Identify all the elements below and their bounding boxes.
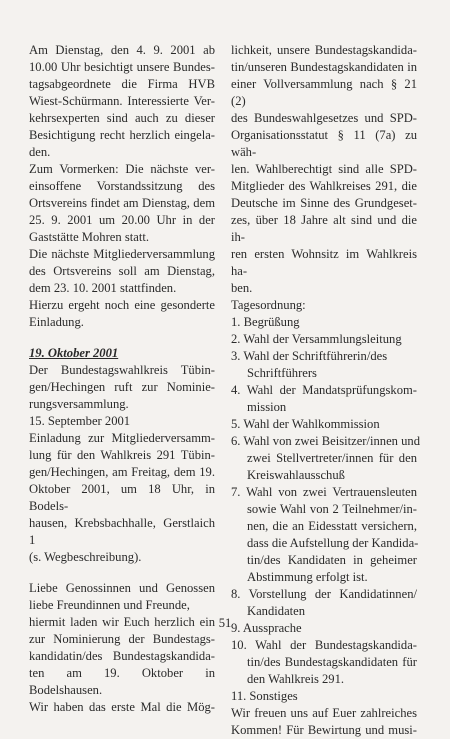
agenda-line: zwei Stellvertreter/innen für den xyxy=(247,451,417,465)
spacer xyxy=(29,566,215,580)
agenda-item xyxy=(231,416,417,433)
text-line: ten am 19. Oktober in Bodelshausen. xyxy=(29,666,215,697)
text-line: Gaststätte Mohren statt. xyxy=(29,230,149,244)
agenda-line: sowie Wahl von 2 Teilnehmer/in- xyxy=(247,502,417,516)
agenda-line: 4. Wahl der Mandatsprüfungskom- xyxy=(231,383,417,397)
text-line: Die nächste Mitgliederversammlung xyxy=(29,247,215,261)
text-line: einer Vollversammlung nach § 21 (2) xyxy=(231,77,417,108)
agenda-line: tin/des Kandidaten in geheimer xyxy=(247,553,417,567)
agenda-line: Kandidaten xyxy=(247,604,306,618)
agenda-line: 6. Wahl von zwei Beisitzer/innen und xyxy=(231,434,421,448)
agenda-item xyxy=(231,637,417,688)
text-line: (s. Wegbeschreibung). xyxy=(29,550,142,564)
text-line: lichkeit, unsere Bundestagskandida- xyxy=(231,43,417,57)
agenda-title: Tagesordnung: xyxy=(231,298,306,312)
text-line: hausen, Krebsbachhalle, Gerstlaich 1 xyxy=(29,516,215,547)
agenda-line: 10. Wahl der Bundestagskandida- xyxy=(231,638,417,652)
agenda-item xyxy=(231,348,417,382)
agenda-item xyxy=(231,331,417,348)
text-line: ren ersten Wohnsitz im Wahlkreis ha- xyxy=(231,247,417,278)
text-line: Wiest-Schürmann. Interessierte Ver- xyxy=(29,94,215,108)
spacer xyxy=(29,331,215,345)
agenda-item xyxy=(231,433,421,484)
text-line: gen/Hechingen, am Freitag, dem 19. xyxy=(29,465,215,479)
text-line: kandidatin/des Bundestagskandida- xyxy=(29,649,215,663)
agenda-line: Abstimmung erfolgt ist. xyxy=(247,570,368,584)
text-line: 15. September 2001 xyxy=(29,414,131,428)
agenda-line: 7. Wahl von zwei Vertrauensleuten xyxy=(231,485,417,499)
text-line: liebe Freundinnen und Freunde, xyxy=(29,598,190,612)
text-line: Deutsche im Sinne des Grundgeset- xyxy=(231,196,417,210)
text-line: Liebe Genossinnen und Genossen xyxy=(29,581,215,595)
text-line: lung für den Wahlkreis 291 Tübin- xyxy=(29,448,215,462)
text-line: rungsversammlung. xyxy=(29,397,129,411)
text-line: dem 23. 10. 2001 stattfinden. xyxy=(29,281,177,295)
agenda-item xyxy=(231,586,417,620)
text-line: einsoffene Vorstandssitzung des xyxy=(29,179,215,193)
agenda-line: mission xyxy=(247,400,287,414)
text-line: zur Nominierung der Bundestags- xyxy=(29,632,215,646)
agenda-item xyxy=(231,382,417,416)
text-line: hiermit laden wir Euch herzlich ein xyxy=(29,615,215,629)
text-line: Oktober 2001, um 18 Uhr, in Bodels- xyxy=(29,482,215,513)
text-line: Wir freuen uns auf Euer zahlreiches xyxy=(231,706,417,720)
left-paragraph-3 xyxy=(29,362,215,566)
agenda-line: nen, die an Eidesstatt versichern, xyxy=(247,519,417,533)
agenda-item xyxy=(231,688,417,705)
text-line: zes, über 18 Jahre alt sind und die ih- xyxy=(231,213,417,244)
agenda-line: den Wahlkreis 291. xyxy=(247,672,345,686)
agenda-list xyxy=(231,314,421,705)
text-line: Hierzu ergeht noch eine gesonderte xyxy=(29,298,215,312)
text-line: kehrsexperten sind auch zu dieser xyxy=(29,111,215,125)
text-line: gen/Hechingen ruft zur Nominie- xyxy=(29,380,215,394)
text-line: Kommen! Für Bewirtung und musi- xyxy=(231,723,417,737)
agenda-line: tin/des Bundestagskandidaten für xyxy=(247,655,417,669)
agenda-item xyxy=(231,484,417,586)
left-paragraph-2 xyxy=(29,161,215,331)
agenda-line: dass die Aufstellung der Kandida- xyxy=(247,536,419,550)
left-column xyxy=(29,42,215,716)
page-number: 51 xyxy=(218,616,232,630)
text-line: tin/unseren Bundestagskandidaten in xyxy=(231,60,417,74)
agenda-item xyxy=(231,314,417,331)
text-line: Besichtigung recht herzlich eingela- xyxy=(29,128,215,142)
text-line: des Ortsvereins soll am Dienstag, xyxy=(29,264,215,278)
text-line: den. xyxy=(29,145,51,159)
agenda-line: Kreiswahlausschuß xyxy=(247,468,345,482)
text-line: Ortsvereins findet am Dienstag, dem xyxy=(29,196,215,210)
text-line: Zum Vormerken: Die nächste ver- xyxy=(29,162,215,176)
text-line: Organisationsstatut § 11 (7a) zu wäh- xyxy=(231,128,417,159)
agenda-line: 5. Wahl der Wahlkommission xyxy=(231,417,380,431)
text-line: Der Bundestagswahlkreis Tübin- xyxy=(29,363,215,377)
right-paragraph-1 xyxy=(231,42,417,297)
right-closing xyxy=(231,705,417,739)
left-paragraph-4 xyxy=(29,580,215,716)
text-line: 25. 9. 2001 um 20.00 Uhr in der xyxy=(29,213,215,227)
text-line: tagsabgeordnete die Firma HVB xyxy=(29,77,215,91)
right-column xyxy=(231,42,421,739)
agenda-line: 3. Wahl der Schriftführerin/des xyxy=(231,349,388,363)
left-paragraph-1 xyxy=(29,42,215,161)
agenda-line: 11. Sonstiges xyxy=(231,689,298,703)
agenda-line: 8. Vorstellung der Kandidatinnen/ xyxy=(231,587,417,601)
agenda-line: 9. Aussprache xyxy=(231,621,302,635)
text-line: Am Dienstag, den 4. 9. 2001 ab xyxy=(29,43,215,57)
agenda-line: 2. Wahl der Versammlungsleitung xyxy=(231,332,402,346)
text-line: Wir haben das erste Mal die Mög- xyxy=(29,700,215,714)
text-line: des Bundeswahlgesetzes und SPD- xyxy=(231,111,417,125)
agenda-line: 1. Begrüßung xyxy=(231,315,300,329)
text-line: 10.00 Uhr besichtigt unsere Bundes- xyxy=(29,60,215,74)
text-line: Einladung. xyxy=(29,315,84,329)
text-line: len. Wahlberechtigt sind alle SPD- xyxy=(231,162,417,176)
text-line: Mitglieder des Wahlkreises 291, die xyxy=(231,179,417,193)
section-heading: 19. Oktober 2001 xyxy=(29,346,119,360)
text-line: Einladung zur Mitgliederversamm- xyxy=(29,431,215,445)
text-line: ben. xyxy=(231,281,253,295)
agenda-line: Schriftführers xyxy=(247,366,317,380)
